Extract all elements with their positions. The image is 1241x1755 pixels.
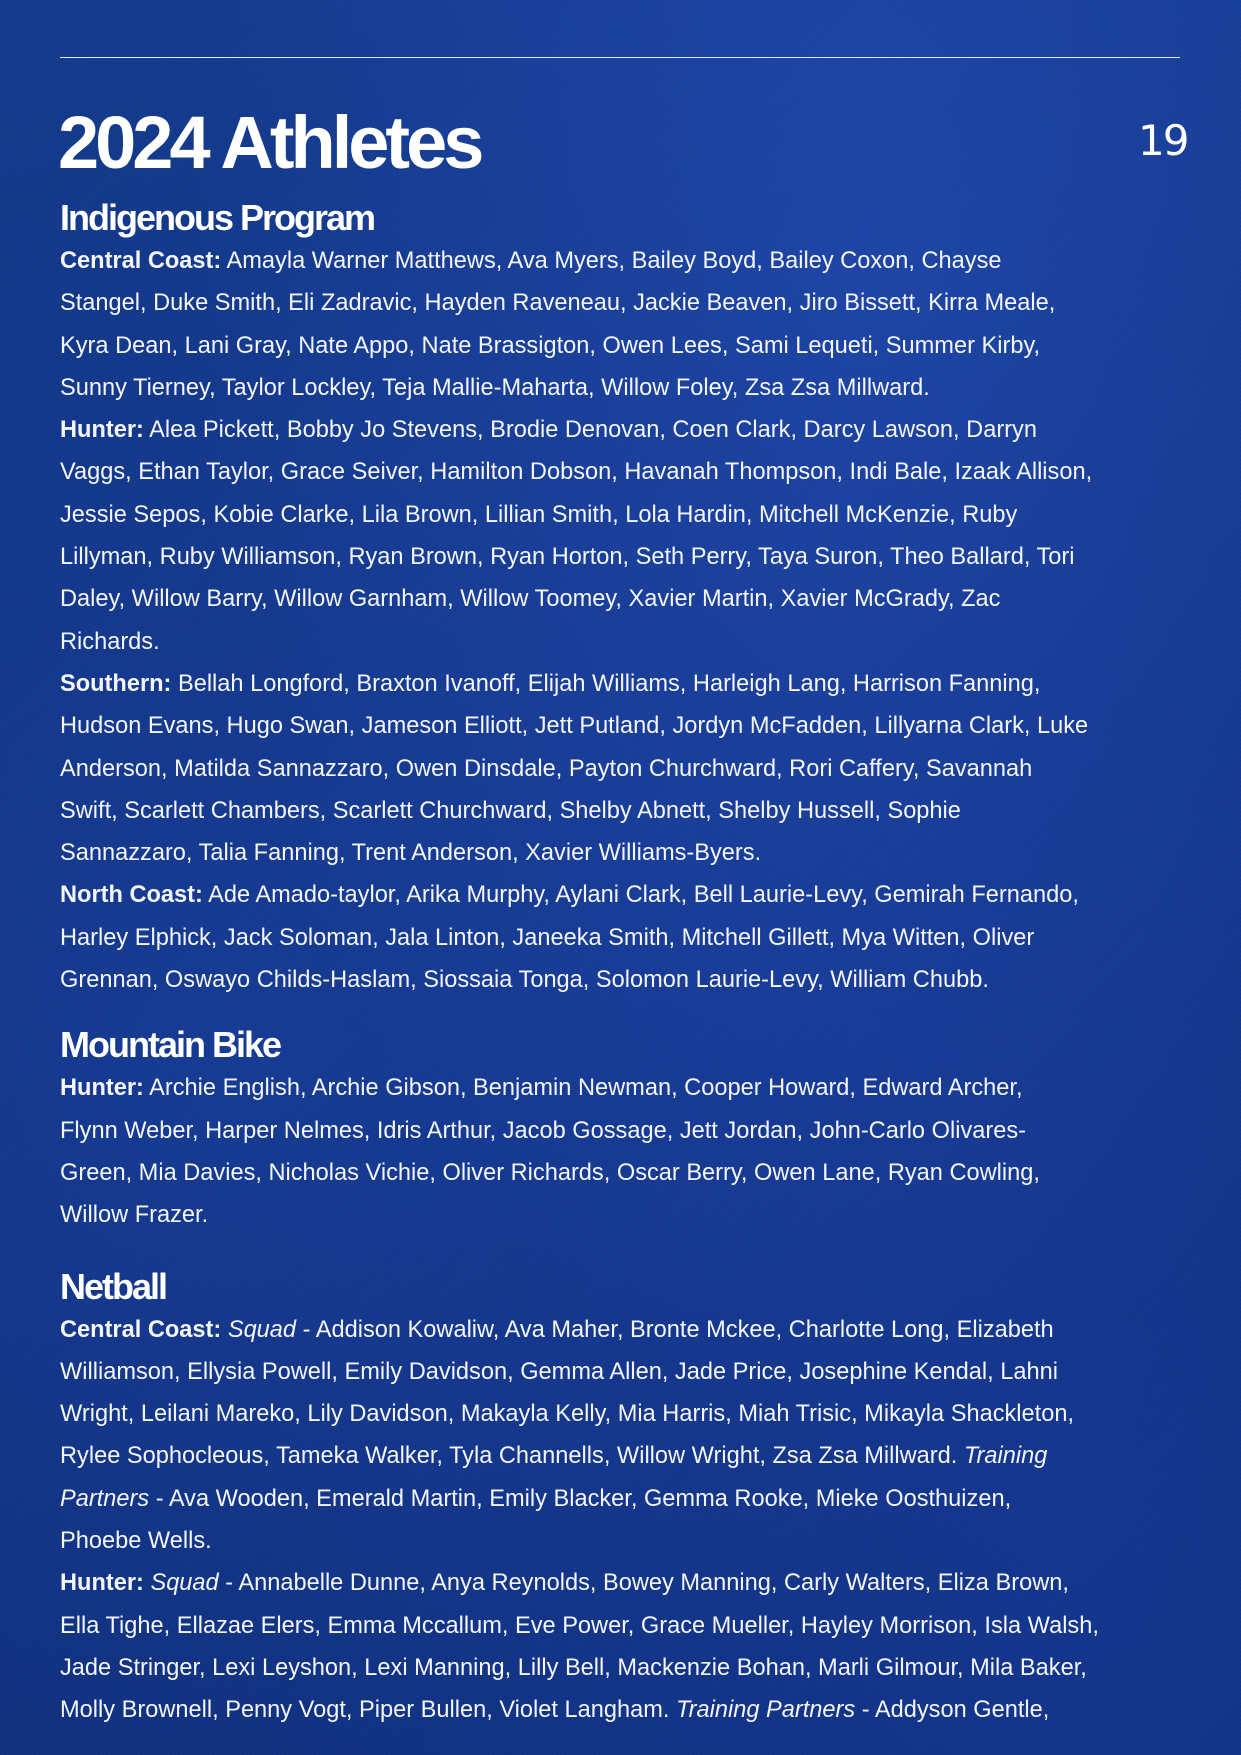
entry-netball-central-coast (60, 1309, 1210, 1563)
entry-mountain-bike-hunter (60, 1067, 1210, 1236)
region-label: Hunter: (60, 1570, 144, 1597)
region-label: Southern: (60, 670, 172, 697)
region-label: Central Coast: (60, 1316, 222, 1343)
region-label: North Coast: (60, 882, 203, 909)
entry-indigenous-central-coast (60, 240, 1210, 409)
content (60, 196, 1210, 1732)
athlete-list: - Annabelle Dunne, Anya Reynolds, Bowey Manning, Carly Walters, Eliza Brown, Ella Tighe, Ellazae Elers, Emma Mccallum, Eve Power, Grace Mueller, Hayley Morrison, Isla Walsh, Jade Stringer, Lexi Leyshon, Lexi Manning, Lilly Bell, Mackenzie Bohan, Marli Gilmour, Mila Baker, Molly Brownell, Penny Vogt, Piper Bullen, Violet Langham. (60, 1570, 1099, 1724)
entry-indigenous-hunter (60, 409, 1210, 663)
section-heading-mountain-bike: Mountain Bike (60, 1024, 281, 1066)
squad-label: Squad (227, 1316, 297, 1343)
top-divider (60, 57, 1180, 58)
athlete-list: Archie English, Archie Gibson, Benjamin Newman, Cooper Howard, Edward Archer, Flynn Weber, Harper Nelmes, Idris Arthur, Jacob Gossage, Jett Jordan, John-Carlo Olivares- Green, Mia Davies, Nicholas Vichie, Oliver Richards, Oscar Berry, Owen Lane, Ryan Cowling, Willow Frazer. (60, 1075, 1040, 1229)
athlete-list: Bellah Longford, Braxton Ivanoff, Elijah Williams, Harleigh Lang, Harrison Fanning, Hudson Evans, Hugo Swan, Jameson Elliott, Jett Putland, Jordyn McFadden, Lillyarna Clark, Luke Anderson, Matilda Sannazzaro, Owen Dinsdale, Payton Churchward, Rori Caffery, Savannah Swift, Scarlett Chambers, Scarlett Churchward, Shelby Abnett, Shelby Hussell, Sophie Sannazzaro, Talia Fanning, Trent Anderson, Xavier Williams-Byers. (60, 670, 1089, 867)
region-label: Hunter: (60, 1075, 144, 1102)
athlete-list: - Addyson Gentle, (855, 1697, 1050, 1724)
entry-indigenous-southern (60, 663, 1210, 874)
athlete-list: - Ava Wooden, Emerald Martin, Emily Blacker, Gemma Rooke, Mieke Oosthuizen, Phoebe Wells. (60, 1485, 1012, 1555)
entry-indigenous-north-coast (60, 874, 1210, 1001)
entry-netball-hunter (60, 1562, 1210, 1731)
section-spacer (60, 1237, 1210, 1265)
page-number: 19 (1138, 116, 1188, 165)
athlete-list: - Addison Kowaliw, Ava Maher, Bronte Mckee, Charlotte Long, Elizabeth Williamson, Ellysia Powell, Emily Davidson, Gemma Allen, Jade Price, Josephine Kendal, Lahni Wright, Leilani Mareko, Lily Davidson, Makayla Kelly, Mia Harris, Miah Trisic, Mikayla Shackleton, Rylee Sophocleous, Tameka Walker, Tyla Channells, Willow Wright, Zsa Zsa Millward. (60, 1316, 1075, 1470)
section-heading-netball: Netball (60, 1265, 167, 1307)
athlete-list: Amayla Warner Matthews, Ava Myers, Bailey Boyd, Bailey Coxon, Chayse Stangel, Duke Smith, Eli Zadravic, Hayden Raveneau, Jackie Beaven, Jiro Bissett, Kirra Meale, Kyra Dean, Lani Gray, Nate Appo, Nate Brassigton, Owen Lees, Sami Lequeti, Summer Kirby, Sunny Tierney, Taylor Lockley, Teja Mallie-Maharta, Willow Foley, Zsa Zsa Millward. (60, 248, 1056, 401)
athlete-list: Ade Amado-taylor, Arika Murphy, Aylani Clark, Bell Laurie-Levy, Gemirah Fernando, Harley Elphick, Jack Soloman, Jala Linton, Janeeka Smith, Mitchell Gillett, Mya Witten, Oliver Grennan, Oswayo Childs-Haslam, Siossaia Tonga, Solomon Laurie-Levy, William Chubb. (60, 882, 1079, 994)
page-title: 2024 Athletes (58, 101, 481, 184)
training-partners-label: Training Partners (675, 1697, 856, 1724)
region-label: Central Coast: (60, 248, 222, 274)
squad-label: Squad (150, 1570, 219, 1597)
training-partners-label: Training Partners (60, 1443, 1048, 1512)
athlete-list: Alea Pickett, Bobby Jo Stevens, Brodie Denovan, Coen Clark, Darcy Lawson, Darryn Vaggs, Ethan Taylor, Grace Seiver, Hamilton Dobson, Havanah Thompson, Indi Bale, Izaak Allison, Jessie Sepos, Kobie Clarke, Lila Brown, Lillian Smith, Lola Hardin, Mitchell McKenzie, Ruby Lillyman, Ruby Williamson, Ryan Brown, Ryan Horton, Seth Perry, Taya Suron, Theo Ballard, Tori Daley, Willow Barry, Willow Garnham, Willow Toomey, Xavier Martin, Xavier McGrady, Zac Richards. (60, 417, 1093, 655)
section-spacer (60, 1001, 1210, 1023)
section-heading-indigenous: Indigenous Program (60, 197, 375, 238)
region-label: Hunter: (60, 417, 144, 444)
